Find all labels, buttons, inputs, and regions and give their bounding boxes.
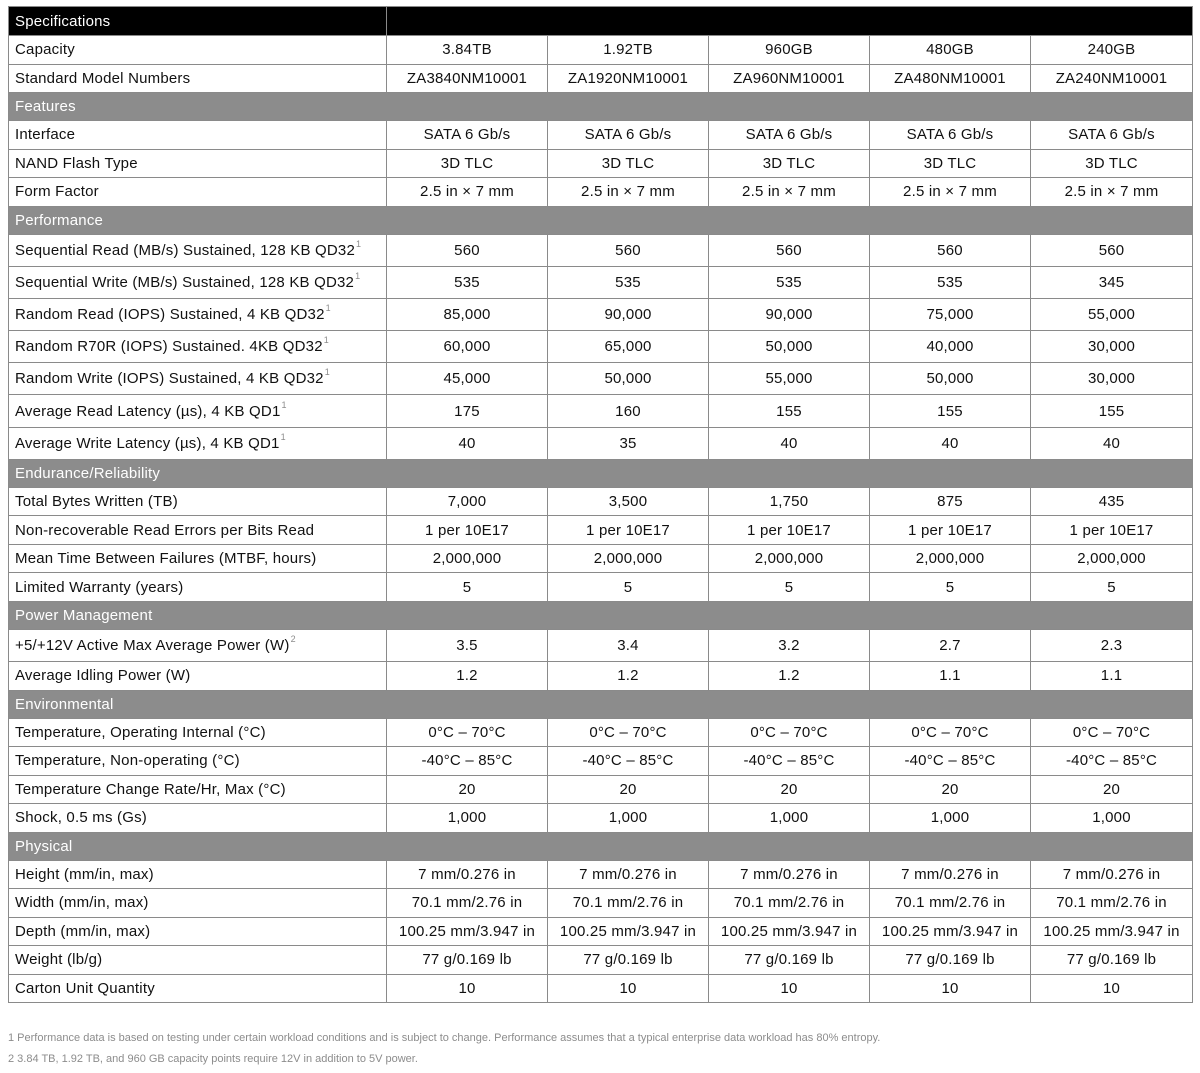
row-value: 100.25 mm/3.947 in	[709, 917, 870, 946]
row-label: Random R70R (IOPS) Sustained. 4KB QD32	[15, 338, 323, 356]
row-label-cell	[9, 298, 387, 330]
row-value: 0°C – 70°C	[548, 718, 709, 747]
row-value: 5	[548, 573, 709, 602]
row-label-cell	[9, 718, 387, 747]
row-label-cell	[9, 149, 387, 178]
footnotes	[8, 1031, 880, 1073]
row-value: 3D TLC	[387, 149, 548, 178]
row-label-cell	[9, 487, 387, 516]
row-value: 155	[1031, 395, 1193, 427]
row-value: 0°C – 70°C	[387, 718, 548, 747]
row-label: Mean Time Between Failures (MTBF, hours)	[15, 550, 317, 568]
row-value: SATA 6 Gb/s	[709, 121, 870, 150]
row-value: 2.5 in × 7 mm	[387, 178, 548, 207]
row-value: 0°C – 70°C	[870, 718, 1031, 747]
row-value: 480GB	[870, 36, 1031, 65]
row-value: 7 mm/0.276 in	[1031, 860, 1193, 889]
row-value: 535	[870, 266, 1031, 298]
row-label-cell	[9, 889, 387, 918]
row-value: 560	[1031, 234, 1193, 266]
spec-row	[9, 149, 1193, 178]
row-value: 50,000	[548, 363, 709, 395]
row-value: 40	[1031, 427, 1193, 459]
spec-row	[9, 516, 1193, 545]
section-title: Physical	[9, 832, 1193, 860]
row-value: 3,500	[548, 487, 709, 516]
row-label: Shock, 0.5 ms (Gs)	[15, 809, 147, 827]
row-value: 1 per 10E17	[870, 516, 1031, 545]
row-value: 5	[387, 573, 548, 602]
section-header	[9, 832, 1193, 860]
spec-row	[9, 804, 1193, 833]
row-value: 155	[709, 395, 870, 427]
spec-table	[8, 6, 1193, 1003]
section-title: Performance	[9, 206, 1193, 234]
row-label-cell	[9, 178, 387, 207]
spec-table-body	[9, 7, 1193, 1003]
spec-row	[9, 121, 1193, 150]
row-value: 75,000	[870, 298, 1031, 330]
row-value: 10	[1031, 974, 1193, 1003]
footnote-1: 1 Performance data is based on testing under certain workload conditions and is subject to change. Performance assumes that a typical enterprise data workload has 80% entropy.	[8, 1032, 881, 1044]
row-value: 85,000	[387, 298, 548, 330]
row-value: 20	[1031, 775, 1193, 804]
row-value: 3.4	[548, 629, 709, 661]
row-value: 7,000	[387, 487, 548, 516]
row-value: 2.5 in × 7 mm	[709, 178, 870, 207]
spec-row	[9, 860, 1193, 889]
row-value: 30,000	[1031, 363, 1193, 395]
row-value: 100.25 mm/3.947 in	[548, 917, 709, 946]
capacity-row	[9, 36, 1193, 65]
row-value: SATA 6 Gb/s	[548, 121, 709, 150]
row-value: 40,000	[870, 331, 1031, 363]
spec-row	[9, 363, 1193, 395]
row-value: 3D TLC	[709, 149, 870, 178]
section-header	[9, 93, 1193, 121]
row-value: 30,000	[1031, 331, 1193, 363]
model-row	[9, 64, 1193, 93]
row-label: Temperature, Non-operating (°C)	[15, 752, 240, 770]
row-value: 77 g/0.169 lb	[548, 946, 709, 975]
row-value: 2.7	[870, 629, 1031, 661]
spec-row	[9, 718, 1193, 747]
row-label-cell	[9, 747, 387, 776]
row-label: Non-recoverable Read Errors per Bits Read	[15, 521, 315, 539]
row-value: 5	[1031, 573, 1193, 602]
row-value: 0°C – 70°C	[709, 718, 870, 747]
row-label: Capacity	[9, 36, 387, 65]
row-value: 1.1	[1031, 662, 1193, 691]
row-value: 2,000,000	[548, 544, 709, 573]
row-value: 1,000	[548, 804, 709, 833]
row-label: Interface	[15, 126, 76, 144]
section-header	[9, 690, 1193, 718]
header-row	[9, 7, 1193, 36]
section-title: Endurance/Reliability	[9, 459, 1193, 487]
row-label: Sequential Read (MB/s) Sustained, 128 KB QD32	[15, 241, 356, 259]
row-value: 435	[1031, 487, 1193, 516]
row-value: 10	[548, 974, 709, 1003]
row-value: 1,750	[709, 487, 870, 516]
row-value: 2,000,000	[387, 544, 548, 573]
row-value: 10	[387, 974, 548, 1003]
row-label: Average Write Latency (µs), 4 KB QD1	[15, 434, 280, 452]
row-value: 60,000	[387, 331, 548, 363]
spec-row	[9, 234, 1193, 266]
row-label: Total Bytes Written (TB)	[15, 493, 178, 511]
row-label: +5/+12V Active Max Average Power (W)	[15, 636, 290, 654]
row-value: 560	[709, 234, 870, 266]
section-header	[9, 459, 1193, 487]
spec-row	[9, 747, 1193, 776]
spec-row	[9, 178, 1193, 207]
row-label: Height (mm/in, max)	[15, 865, 154, 883]
row-value: -40°C – 85°C	[870, 747, 1031, 776]
row-value: 560	[870, 234, 1031, 266]
row-value: 2,000,000	[1031, 544, 1193, 573]
row-value: 70.1 mm/2.76 in	[1031, 889, 1193, 918]
row-value: ZA3840NM10001	[387, 64, 548, 93]
row-value: 345	[1031, 266, 1193, 298]
row-value: 77 g/0.169 lb	[1031, 946, 1193, 975]
row-label-cell	[9, 266, 387, 298]
row-value: 960GB	[709, 36, 870, 65]
row-label: Carton Unit Quantity	[15, 979, 155, 997]
row-value: 1,000	[387, 804, 548, 833]
spec-row	[9, 889, 1193, 918]
row-label-cell	[9, 662, 387, 691]
spec-row	[9, 917, 1193, 946]
section-title: Features	[9, 93, 1193, 121]
row-value: 2,000,000	[870, 544, 1031, 573]
footnote-2: 2 3.84 TB, 1.92 TB, and 960 GB capacity points require 12V in addition to 5V power.	[8, 1053, 418, 1065]
row-value: 1,000	[709, 804, 870, 833]
row-value: 1,000	[870, 804, 1031, 833]
row-value: 2.5 in × 7 mm	[1031, 178, 1193, 207]
row-value: 7 mm/0.276 in	[870, 860, 1031, 889]
row-value: 5	[709, 573, 870, 602]
footnote-ref: 1	[325, 302, 331, 313]
row-value: 70.1 mm/2.76 in	[387, 889, 548, 918]
row-value: 7 mm/0.276 in	[709, 860, 870, 889]
row-value: 100.25 mm/3.947 in	[1031, 917, 1193, 946]
row-value: 10	[709, 974, 870, 1003]
row-label-cell	[9, 629, 387, 661]
row-label: Standard Model Numbers	[9, 64, 387, 93]
row-value: 175	[387, 395, 548, 427]
section-title: Power Management	[9, 601, 1193, 629]
row-value: SATA 6 Gb/s	[1031, 121, 1193, 150]
row-value: 90,000	[709, 298, 870, 330]
row-value: 100.25 mm/3.947 in	[870, 917, 1031, 946]
row-label-cell	[9, 544, 387, 573]
section-header	[9, 601, 1193, 629]
section-title: Environmental	[9, 690, 1193, 718]
row-value: 875	[870, 487, 1031, 516]
row-value: 77 g/0.169 lb	[387, 946, 548, 975]
row-value: 100.25 mm/3.947 in	[387, 917, 548, 946]
row-value: 1 per 10E17	[548, 516, 709, 545]
row-value: 40	[870, 427, 1031, 459]
row-value: -40°C – 85°C	[387, 747, 548, 776]
row-label-cell	[9, 573, 387, 602]
row-value: SATA 6 Gb/s	[870, 121, 1031, 150]
row-label-cell	[9, 804, 387, 833]
spec-row	[9, 487, 1193, 516]
row-value: 560	[387, 234, 548, 266]
row-value: ZA240NM10001	[1031, 64, 1193, 93]
spec-row	[9, 544, 1193, 573]
row-label: NAND Flash Type	[15, 154, 138, 172]
spec-row	[9, 629, 1193, 661]
row-label-cell	[9, 363, 387, 395]
footnote-ref: 1	[324, 367, 330, 378]
footnote-ref: 1	[280, 431, 286, 442]
row-value: 50,000	[709, 331, 870, 363]
row-label: Weight (lb/g)	[15, 951, 103, 969]
row-value: 535	[387, 266, 548, 298]
row-value: 2.5 in × 7 mm	[870, 178, 1031, 207]
row-label: Form Factor	[15, 183, 99, 201]
row-value: 3.2	[709, 629, 870, 661]
row-value: 77 g/0.169 lb	[709, 946, 870, 975]
row-value: 10	[870, 974, 1031, 1003]
row-label: Temperature, Operating Internal (°C)	[15, 723, 266, 741]
row-value: 2,000,000	[709, 544, 870, 573]
row-label-cell	[9, 775, 387, 804]
row-value: 20	[870, 775, 1031, 804]
row-label: Sequential Write (MB/s) Sustained, 128 KB QD32	[15, 273, 355, 291]
row-value: 2.3	[1031, 629, 1193, 661]
row-value: ZA480NM10001	[870, 64, 1031, 93]
row-value: 1 per 10E17	[1031, 516, 1193, 545]
spec-row	[9, 573, 1193, 602]
row-value: 3D TLC	[548, 149, 709, 178]
row-value: 0°C – 70°C	[1031, 718, 1193, 747]
row-value: 70.1 mm/2.76 in	[548, 889, 709, 918]
row-value: 1.2	[709, 662, 870, 691]
row-value: 70.1 mm/2.76 in	[709, 889, 870, 918]
row-label: Average Read Latency (µs), 4 KB QD1	[15, 402, 281, 420]
row-label-cell	[9, 516, 387, 545]
header-blank	[387, 7, 1193, 36]
row-value: 1 per 10E17	[387, 516, 548, 545]
row-value: 7 mm/0.276 in	[548, 860, 709, 889]
spec-row	[9, 946, 1193, 975]
footnote-ref: 1	[323, 335, 329, 346]
row-value: 55,000	[1031, 298, 1193, 330]
row-value: 1.2	[548, 662, 709, 691]
row-value: 3D TLC	[870, 149, 1031, 178]
row-value: -40°C – 85°C	[709, 747, 870, 776]
spec-row	[9, 331, 1193, 363]
row-label: Random Read (IOPS) Sustained, 4 KB QD32	[15, 305, 325, 323]
row-value: 70.1 mm/2.76 in	[870, 889, 1031, 918]
spec-row	[9, 395, 1193, 427]
row-value: 5	[870, 573, 1031, 602]
row-value: -40°C – 85°C	[548, 747, 709, 776]
row-value: 20	[548, 775, 709, 804]
row-value: 160	[548, 395, 709, 427]
section-header	[9, 206, 1193, 234]
row-label-cell	[9, 331, 387, 363]
row-value: 45,000	[387, 363, 548, 395]
header-title: Specifications	[9, 7, 387, 36]
row-label: Width (mm/in, max)	[15, 894, 149, 912]
row-value: 77 g/0.169 lb	[870, 946, 1031, 975]
row-value: 240GB	[1031, 36, 1193, 65]
row-value: 40	[387, 427, 548, 459]
row-value: 1.1	[870, 662, 1031, 691]
row-value: 3.5	[387, 629, 548, 661]
row-label: Temperature Change Rate/Hr, Max (°C)	[15, 780, 286, 798]
row-label-cell	[9, 395, 387, 427]
row-label-cell	[9, 860, 387, 889]
row-label-cell	[9, 974, 387, 1003]
footnote-ref: 1	[356, 238, 362, 249]
row-value: ZA960NM10001	[709, 64, 870, 93]
row-value: 535	[548, 266, 709, 298]
row-value: 2.5 in × 7 mm	[548, 178, 709, 207]
spec-row	[9, 298, 1193, 330]
row-value: 1.2	[387, 662, 548, 691]
row-value: 50,000	[870, 363, 1031, 395]
row-value: ZA1920NM10001	[548, 64, 709, 93]
row-value: 20	[709, 775, 870, 804]
spec-row	[9, 427, 1193, 459]
row-label-cell	[9, 917, 387, 946]
row-value: 535	[709, 266, 870, 298]
row-value: 90,000	[548, 298, 709, 330]
row-value: 55,000	[709, 363, 870, 395]
row-value: 65,000	[548, 331, 709, 363]
row-value: 1.92TB	[548, 36, 709, 65]
footnote-ref: 1	[281, 399, 287, 410]
row-label-cell	[9, 427, 387, 459]
row-value: 35	[548, 427, 709, 459]
row-value: 3.84TB	[387, 36, 548, 65]
row-label-cell	[9, 121, 387, 150]
spec-row	[9, 775, 1193, 804]
row-value: 40	[709, 427, 870, 459]
spec-row	[9, 662, 1193, 691]
row-value: 7 mm/0.276 in	[387, 860, 548, 889]
row-value: 155	[870, 395, 1031, 427]
footnote-ref: 2	[290, 633, 296, 644]
row-label-cell	[9, 234, 387, 266]
row-value: 1,000	[1031, 804, 1193, 833]
row-value: SATA 6 Gb/s	[387, 121, 548, 150]
row-label: Random Write (IOPS) Sustained, 4 KB QD32	[15, 370, 324, 388]
row-value: 3D TLC	[1031, 149, 1193, 178]
row-value: -40°C – 85°C	[1031, 747, 1193, 776]
row-value: 1 per 10E17	[709, 516, 870, 545]
footnote-ref: 1	[355, 270, 361, 281]
spec-row	[9, 974, 1193, 1003]
row-label: Limited Warranty (years)	[15, 578, 184, 596]
row-value: 560	[548, 234, 709, 266]
row-label-cell	[9, 946, 387, 975]
row-label: Depth (mm/in, max)	[15, 922, 151, 940]
row-label: Average Idling Power (W)	[15, 667, 191, 685]
spec-row	[9, 266, 1193, 298]
row-value: 20	[387, 775, 548, 804]
